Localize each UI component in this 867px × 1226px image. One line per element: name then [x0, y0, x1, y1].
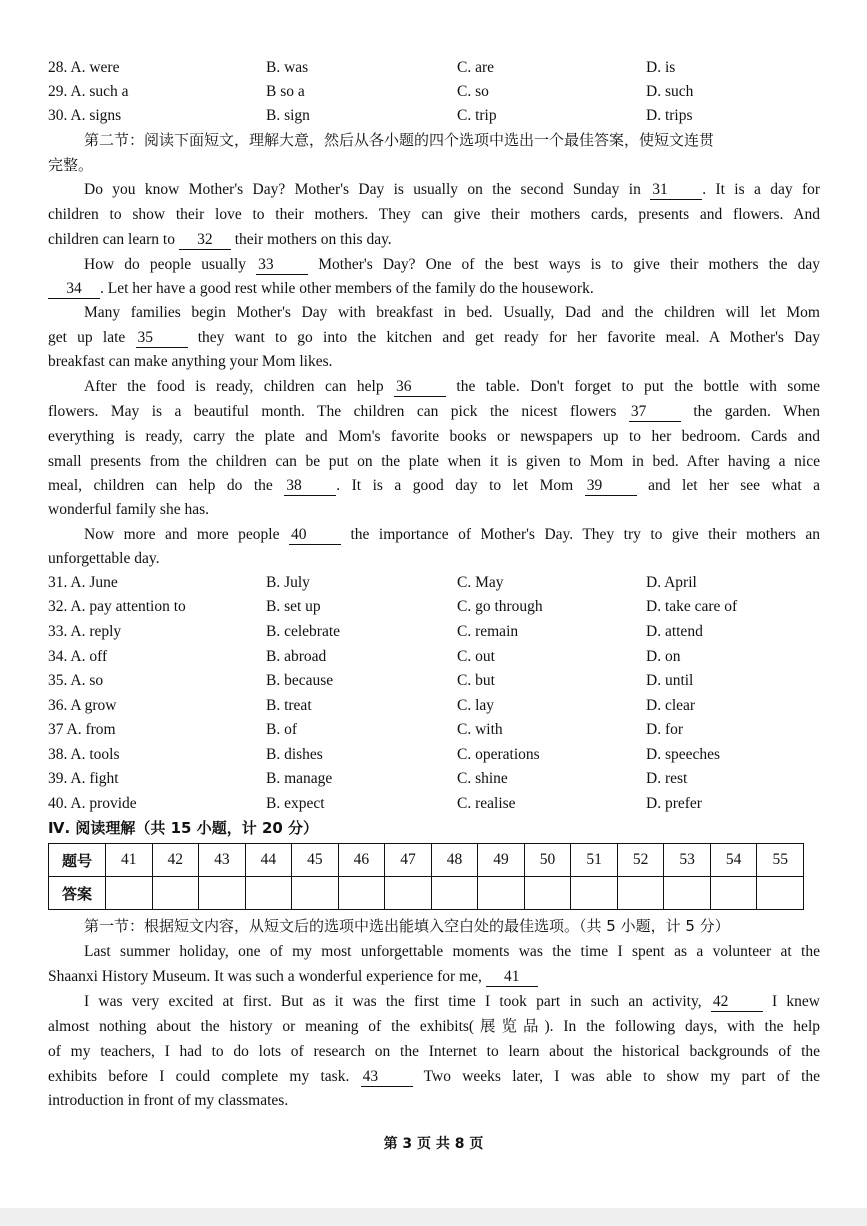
- answer-cell[interactable]: [245, 877, 292, 910]
- option-d: D. on: [646, 648, 681, 665]
- passage-line: Many families begin Mother's Day with breakfast in bed. Usually, Dad and the children will let Mom: [84, 304, 820, 321]
- passage-line: [84, 178, 820, 202]
- option-c: C. so: [457, 83, 489, 100]
- option-b: B. manage: [266, 770, 333, 787]
- passage-line: small presents from the children can be put on the plate when it is given to Mom in bed. After having a nice: [48, 453, 820, 470]
- text: I was very excited at first. But as it was the first time I took part in such an activity,: [84, 993, 702, 1010]
- answer-cell[interactable]: [199, 877, 246, 910]
- option-b: B. dishes: [266, 746, 323, 763]
- question-number: 48: [431, 844, 478, 877]
- text: I knew: [772, 993, 821, 1010]
- option-b: B. was: [266, 59, 309, 76]
- option-b: B so a: [266, 83, 305, 100]
- table-header-label: 题号: [49, 844, 106, 877]
- text: flowers. May is a beautiful month. The children can pick the nicest flowers: [48, 403, 617, 420]
- passage2-line: [48, 1065, 820, 1089]
- option-b: B. July: [266, 574, 310, 591]
- option-d: D. take care of: [646, 598, 738, 615]
- text: Now more and more people: [84, 526, 280, 543]
- text: Shaanxi History Museum. It was such a wonderful experience for me,: [48, 968, 482, 985]
- passage2-line: [84, 990, 820, 1014]
- question-number: 44: [245, 844, 292, 877]
- text: After the food is ready, children can help: [84, 378, 384, 395]
- passage-line: [48, 277, 820, 301]
- option-d: D. until: [646, 672, 694, 689]
- passage-line: [84, 523, 820, 547]
- answer-cell[interactable]: [478, 877, 525, 910]
- text: children can learn to: [48, 231, 175, 248]
- answer-cell[interactable]: [524, 877, 571, 910]
- page-footer: 第 3 页 共 8 页: [383, 1136, 484, 1152]
- question-number: 54: [710, 844, 757, 877]
- text: get up late: [48, 329, 126, 346]
- text: meal, children can help do the: [48, 477, 273, 494]
- answer-cell[interactable]: [338, 877, 385, 910]
- option-a: 32. A. pay attention to: [48, 598, 186, 615]
- text: Mother's Day? One of the best ways is to give their mothers the day: [318, 256, 821, 273]
- passage-line: children to show their love to their mothers. They can give their mothers cards, presents and flowers. And: [48, 206, 820, 223]
- blank-39: 39: [585, 477, 637, 496]
- text: the importance of Mother's Day. They try to give their mothers an: [350, 526, 821, 543]
- option-c: C. realise: [457, 795, 516, 812]
- text: . It is a good day to let Mom: [336, 477, 574, 494]
- blank-42: 42: [711, 993, 763, 1012]
- answer-cell[interactable]: [292, 877, 339, 910]
- passage2-line: Last summer holiday, one of my most unforgettable moments was the time I spent as a volunteer at the: [84, 943, 820, 960]
- option-d: D. speeches: [646, 746, 721, 763]
- option-b: B. sign: [266, 107, 310, 124]
- answer-cell[interactable]: [757, 877, 804, 910]
- passage2-line: introduction in front of my classmates.: [48, 1092, 289, 1109]
- text: Do you know Mother's Day? Mother's Day is usually on the second Sunday in: [84, 181, 641, 198]
- text: their mothers on this day.: [234, 231, 392, 248]
- option-c: C. go through: [457, 598, 543, 615]
- option-row-28: [48, 56, 828, 80]
- section-heading: 第二节：阅读下面短文，理解大意，然后从各小题的四个选项中选出一个最佳答案，使短文连贯: [84, 131, 715, 149]
- option-b: B. expect: [266, 795, 325, 812]
- text: How do people usually: [84, 256, 247, 273]
- answer-cell[interactable]: [710, 877, 757, 910]
- option-row-33: [48, 620, 828, 644]
- blank-35: 35: [136, 329, 188, 348]
- option-row-37: [48, 718, 828, 742]
- answer-cell[interactable]: [431, 877, 478, 910]
- option-a: 35. A. so: [48, 672, 104, 689]
- option-c: C. with: [457, 721, 503, 738]
- blank-33: 33: [256, 256, 308, 275]
- option-a: 30. A. signs: [48, 107, 122, 124]
- blank-40: 40: [289, 526, 341, 545]
- option-a: 31. A. June: [48, 574, 118, 591]
- option-row-30: [48, 104, 828, 128]
- question-number: 49: [478, 844, 525, 877]
- option-a: 40. A. provide: [48, 795, 137, 812]
- section-1-heading: 第一节：根据短文内容，从短文后的选项中选出能填入空白处的最佳选项。（共 5 小题，计 5 分）: [84, 917, 730, 935]
- blank-38: 38: [284, 477, 336, 496]
- option-d: D. is: [646, 59, 676, 76]
- question-number: 45: [292, 844, 339, 877]
- option-row-35: [48, 669, 828, 693]
- option-a: 37 A. from: [48, 721, 116, 738]
- passage-line: breakfast can make anything your Mom likes.: [48, 353, 333, 370]
- passage-line: wonderful family she has.: [48, 501, 209, 518]
- blank-43: 43: [361, 1068, 413, 1087]
- passage2-line: [48, 965, 820, 989]
- text: exhibits before I could complete my task.: [48, 1068, 350, 1085]
- question-number: 47: [385, 844, 432, 877]
- answer-cell[interactable]: [664, 877, 711, 910]
- option-row-39: [48, 767, 828, 791]
- option-c: C. May: [457, 574, 504, 591]
- question-number: 50: [524, 844, 571, 877]
- option-d: D. clear: [646, 697, 696, 714]
- option-row-29: [48, 80, 828, 104]
- option-d: D. attend: [646, 623, 703, 640]
- blank-34: 34: [48, 280, 100, 299]
- section-heading-cont: 完整。: [48, 156, 94, 174]
- option-row-32: [48, 595, 828, 619]
- text: the table. Don't forget to put the bottle with some: [456, 378, 820, 395]
- option-b: B. set up: [266, 598, 321, 615]
- option-c: C. out: [457, 648, 495, 665]
- text: and let her see what a: [648, 477, 821, 494]
- text: . Let her have a good rest while other members of the family do the housework.: [100, 280, 594, 297]
- option-row-31: [48, 571, 828, 595]
- option-a: 39. A. fight: [48, 770, 119, 787]
- option-b: B. celebrate: [266, 623, 341, 640]
- passage2-line: of my teachers, I had to do lots of research on the Internet to learn about the historical backgrounds of the: [48, 1043, 820, 1060]
- answer-cell[interactable]: [385, 877, 432, 910]
- question-number: 43: [199, 844, 246, 877]
- answer-cell[interactable]: [152, 877, 199, 910]
- blank-36: 36: [394, 378, 446, 397]
- blank-32: 32: [179, 231, 231, 250]
- option-d: D. rest: [646, 770, 688, 787]
- option-c: C. are: [457, 59, 495, 76]
- option-d: D. April: [646, 574, 697, 591]
- answer-cell[interactable]: [571, 877, 618, 910]
- table-answer-label: 答案: [49, 877, 106, 910]
- table-row-answers: [49, 877, 804, 910]
- passage-line: unforgettable day.: [48, 550, 160, 567]
- table-row-numbers: [49, 844, 804, 877]
- question-number: 51: [571, 844, 618, 877]
- passage-line: [84, 253, 820, 277]
- blank-31: 31: [650, 181, 702, 200]
- passage-line: [48, 474, 820, 498]
- option-b: B. of: [266, 721, 297, 738]
- text: they want to go into the kitchen and get ready for her favorite meal. A Mother's Day: [197, 329, 821, 346]
- blank-41: 41: [486, 968, 538, 987]
- option-row-40: [48, 792, 828, 816]
- option-d: D. such: [646, 83, 694, 100]
- passage-line: [48, 400, 820, 424]
- option-row-38: [48, 743, 828, 767]
- question-number: 41: [106, 844, 153, 877]
- bottom-strip: [0, 1208, 867, 1226]
- option-d: D. trips: [646, 107, 693, 124]
- text: . It is a day for: [702, 181, 821, 198]
- passage-line: everything is ready, carry the plate and Mom's favorite books or newspapers up to her bedroom. Cards and: [48, 428, 820, 445]
- question-number: 53: [664, 844, 711, 877]
- option-a: 34. A. off: [48, 648, 108, 665]
- text: Two weeks later, I was able to show my part of the: [423, 1068, 821, 1085]
- passage-line: [84, 375, 820, 399]
- option-c: C. shine: [457, 770, 508, 787]
- passage-line: [48, 228, 820, 252]
- option-b: B. abroad: [266, 648, 327, 665]
- option-c: C. operations: [457, 746, 540, 763]
- option-a: 33. A. reply: [48, 623, 122, 640]
- text: the garden. When: [693, 403, 821, 420]
- option-a: 28. A. were: [48, 59, 120, 76]
- question-number: 52: [617, 844, 664, 877]
- option-a: 38. A. tools: [48, 746, 120, 763]
- option-c: C. lay: [457, 697, 495, 714]
- option-row-34: [48, 645, 828, 669]
- option-b: B. because: [266, 672, 334, 689]
- option-a: 29. A. such a: [48, 83, 129, 100]
- option-a: 36. A grow: [48, 697, 117, 714]
- question-number: 42: [152, 844, 199, 877]
- answer-table: [48, 843, 804, 910]
- option-c: C. but: [457, 672, 495, 689]
- option-d: D. for: [646, 721, 684, 738]
- passage2-line: almost nothing about the history or meaning of the exhibits(展览品). In the following days, with the help: [48, 1018, 820, 1035]
- answer-cell[interactable]: [617, 877, 664, 910]
- question-number: 55: [757, 844, 804, 877]
- question-number: 46: [338, 844, 385, 877]
- option-c: C. remain: [457, 623, 519, 640]
- option-b: B. treat: [266, 697, 312, 714]
- option-row-36: [48, 694, 828, 718]
- section-iv-heading: Ⅳ. 阅读理解（共 15 小题，计 20 分）: [48, 819, 319, 837]
- passage-line: [48, 326, 820, 350]
- option-c: C. trip: [457, 107, 497, 124]
- option-d: D. prefer: [646, 795, 702, 812]
- blank-37: 37: [629, 403, 681, 422]
- answer-cell[interactable]: [106, 877, 153, 910]
